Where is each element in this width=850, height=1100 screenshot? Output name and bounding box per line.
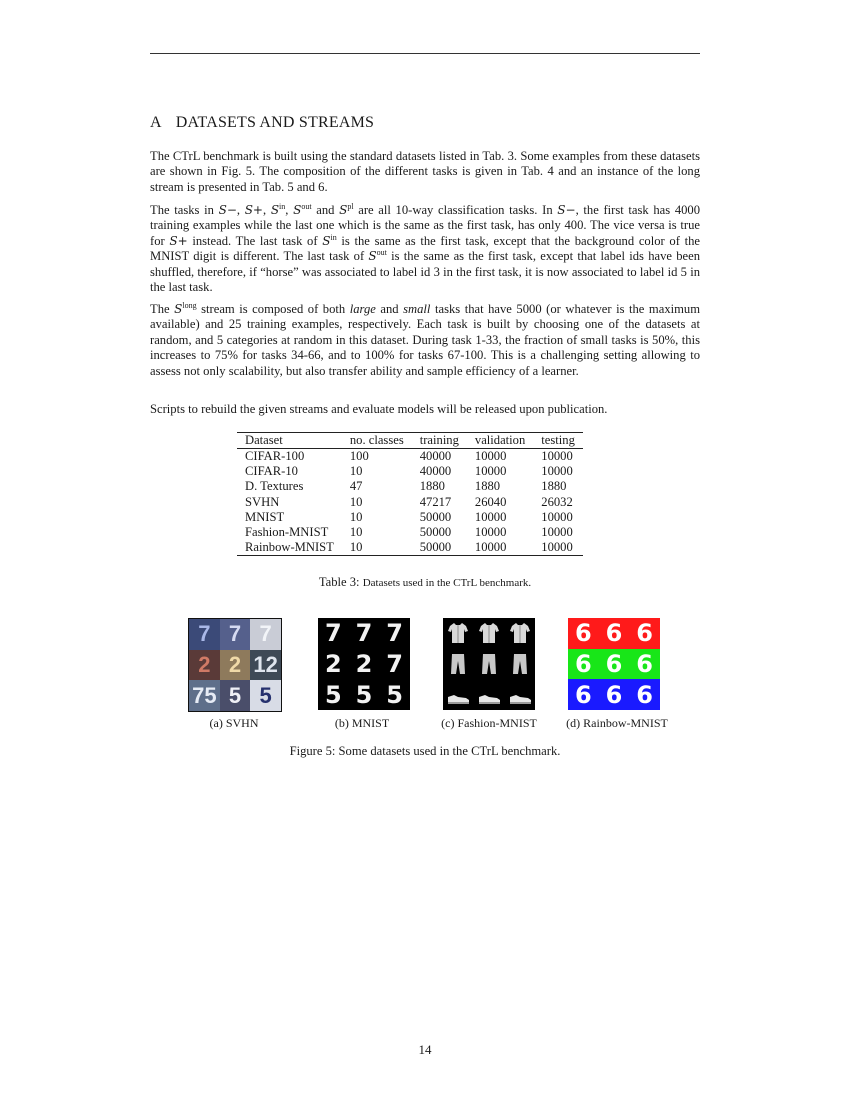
trousers-icon <box>504 649 535 680</box>
table-row <box>237 449 583 465</box>
table-cell: 1880 <box>474 479 501 494</box>
section-number: A <box>150 114 162 131</box>
rainbow-digit: 6 <box>599 649 630 680</box>
table-row <box>237 540 583 556</box>
rainbow-digit: 6 <box>568 618 599 649</box>
table-cell: MNIST <box>245 509 285 524</box>
rainbow-digit: 6 <box>599 618 630 649</box>
table-row <box>237 525 583 540</box>
table-row <box>237 479 583 494</box>
table-cell: Rainbow-MNIST <box>237 540 342 556</box>
table-caption: Table 3: Datasets used in the CTrL benchmark. <box>318 575 532 589</box>
paragraph-tasks: The tasks in S−, S+, $S^{in}$, $S^{out}$ and $S^{pl}$ are all 10-way classification tasks. In S−, the first task has 4000 training examples while the last one which is the same as the first task, has only 400. The vice versa is true for S+ instead. The last task of $S^{in}$ is the same as the first task, except that the background color of the MNIST digit is different. The last task of $S^{out}$ is the same as the first task, except that label ids have been shuffled, therefore, if “horse” was associated to label id 3 in the first task, it is now associated to label id 5 in the last task. <box>150 201 701 295</box>
table-row <box>237 495 583 510</box>
mnist-digit: 2 <box>324 649 342 678</box>
shirt-icon <box>443 618 474 649</box>
table-cell: D. Textures <box>245 479 304 494</box>
sub-caption-svhn: (a) SVHN <box>209 716 259 730</box>
table-cell: 40000 <box>419 464 452 479</box>
table-cell: 26032 <box>541 494 573 509</box>
table-cell: 10 <box>349 494 363 509</box>
svhn-digit: 7 <box>250 619 281 650</box>
datasets-table <box>237 432 583 556</box>
svhn-digit: 7 <box>189 619 220 650</box>
shirt-icon <box>504 618 535 649</box>
rainbow-mnist-thumbnail <box>568 618 660 710</box>
sub-caption-fashion: (c) Fashion-MNIST <box>441 716 537 730</box>
table-cell: 10 <box>349 509 363 524</box>
rainbow-digit: 6 <box>599 679 630 710</box>
header-rule <box>150 53 700 54</box>
table-cell: 10000 <box>467 540 533 556</box>
table-header-cell: training <box>412 433 467 449</box>
paragraph-intro: The CTrL benchmark is built using the standard datasets listed in Tab. 3. Some examples from these datasets are shown in Fig. 5. The composition of the different tasks is given in Tab. 4 and an instance of the long stream is presented in Tab. 5 and 6. <box>150 149 700 194</box>
paragraph-long-stream: The $S^{long}$ stream is composed of both large and small tasks that have 5000 (or whatever is the maximum available) and 25 training examples, respectively. Each task is built by choosing one of the datasets at random, and 5 categories at random in this dataset. During task 1-33, the fraction of small tasks is 50%, this increases to 75% for tasks 34-66, and to 100% for tasks 67-100. This is a challenging setting allowing to assess not only scalability, but also transfer ability and sample efficiency of a learner. <box>150 300 701 378</box>
mnist-digit: 7 <box>324 619 342 648</box>
svhn-thumbnail <box>188 618 282 712</box>
paragraph-scripts: Scripts to rebuild the given streams and evaluate models will be released upon publication. <box>150 402 608 416</box>
table-cell: 100 <box>349 449 369 463</box>
table-cell: 10000 <box>533 540 583 556</box>
table-cell: CIFAR-100 <box>245 449 305 463</box>
mnist-digit: 5 <box>324 680 342 709</box>
table-cell: 1880 <box>419 479 445 494</box>
mnist-digit: 7 <box>355 619 373 648</box>
svhn-digit: 5 <box>220 680 251 711</box>
table-cell: 50000 <box>412 540 467 556</box>
svhn-digit: 2 <box>189 650 220 681</box>
table-cell: 10000 <box>474 509 507 524</box>
table-cell: 10000 <box>474 449 507 463</box>
mnist-digit: 2 <box>355 649 373 678</box>
page-number: 14 <box>418 1042 432 1057</box>
table-header-row <box>237 433 583 449</box>
table-cell: 10 <box>342 540 412 556</box>
mnist-digit: 5 <box>355 680 373 709</box>
table-cell: 26040 <box>474 494 507 509</box>
table-cell: 40000 <box>419 449 452 463</box>
table-cell: SVHN <box>245 494 280 509</box>
mnist-digit: 7 <box>386 619 403 648</box>
svhn-digit: 2 <box>220 650 251 681</box>
rainbow-digit: 6 <box>629 618 660 649</box>
section-title: DATASETS AND STREAMS <box>175 114 375 131</box>
table-cell: 10000 <box>541 525 573 540</box>
figure-caption: Figure 5: Some datasets used in the CTrL benchmark. <box>289 744 561 758</box>
trousers-icon <box>443 649 474 680</box>
shirt-icon <box>474 618 505 649</box>
rainbow-digit: 6 <box>629 649 660 680</box>
rainbow-digit: 6 <box>568 649 599 680</box>
table-row <box>237 510 583 525</box>
sub-caption-rainbow: (d) Rainbow-MNIST <box>566 716 668 730</box>
mnist-digit: 7 <box>386 649 403 678</box>
table-header-cell: no. classes <box>342 433 412 449</box>
mnist-digit: 5 <box>386 680 403 709</box>
svhn-digit: 75 <box>189 680 220 711</box>
svhn-digit: 7 <box>220 619 251 650</box>
table-header-cell: Dataset <box>237 433 342 449</box>
table-cell: 10000 <box>474 464 507 479</box>
mnist-thumbnail <box>318 618 410 710</box>
table-cell: 47217 <box>419 494 452 509</box>
fashion-mnist-thumbnail <box>443 618 535 710</box>
table-row <box>237 464 583 479</box>
sneaker-icon <box>443 679 474 710</box>
rainbow-digit: 6 <box>568 679 599 710</box>
trousers-icon <box>474 649 505 680</box>
table-cell: Fashion-MNIST <box>245 525 329 540</box>
table-cell: 10000 <box>474 525 507 540</box>
svhn-digit: 5 <box>250 680 281 711</box>
table-cell: CIFAR-10 <box>245 464 298 479</box>
sneaker-icon <box>474 679 505 710</box>
sneaker-icon <box>504 679 535 710</box>
table-cell: 10 <box>349 525 363 540</box>
table-cell: 50000 <box>419 509 452 524</box>
table-cell: 10000 <box>541 509 573 524</box>
rainbow-digit: 6 <box>629 679 660 710</box>
table-cell: 10000 <box>541 449 573 463</box>
section-heading <box>150 114 374 132</box>
table-header-cell: validation <box>467 433 533 449</box>
table-cell: 50000 <box>419 525 452 540</box>
table-cell: 47 <box>349 479 363 494</box>
table-header-cell: testing <box>533 433 583 449</box>
table-cell: 1880 <box>541 479 567 494</box>
svhn-digit: 12 <box>250 650 281 681</box>
table-cell: 10 <box>349 464 363 479</box>
sub-caption-mnist: (b) MNIST <box>334 716 390 730</box>
table-cell: 10000 <box>541 464 573 479</box>
